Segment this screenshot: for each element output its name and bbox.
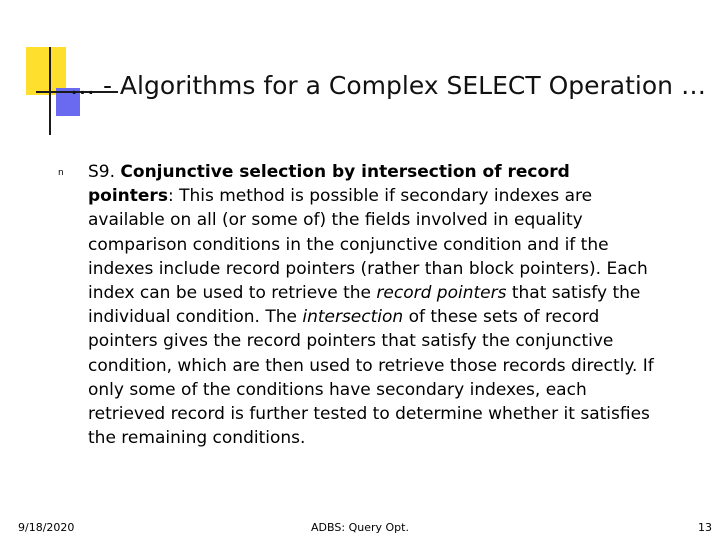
body-line: the remaining conditions. — [88, 428, 306, 449]
bullet-marker: n — [58, 168, 64, 178]
footer-course-label: ADBS: Query Opt. — [311, 521, 409, 534]
body-line: S9. Conjunctive selection by intersection of record — [88, 162, 570, 182]
footer-date: 9/18/2020 — [18, 521, 75, 534]
body-line: index can be used to retrieve the record pointers that satisfy the — [88, 283, 641, 304]
bullet-body — [88, 160, 688, 450]
body-line: retrieved record is further tested to determine whether it satisfies — [88, 404, 650, 425]
body-line: pointers gives the record pointers that satisfy the conjunctive — [88, 331, 614, 352]
body-line: available on all (or some of) the fields involved in equality — [88, 210, 583, 231]
body-line: only some of the conditions have secondary indexes, each — [88, 379, 587, 400]
body-line: condition, which are then used to retrieve those records directly. If — [88, 355, 654, 376]
body-line: pointers: This method is possible if secondary indexes are — [88, 186, 593, 207]
slide-title: … - Algorithms for a Complex SELECT Operation … — [70, 71, 706, 100]
footer-slide-number: 13 — [698, 521, 712, 534]
body-line: indexes include record pointers (rather than block pointers). Each — [88, 258, 648, 279]
body-line: individual condition. The intersection of these sets of record — [88, 307, 600, 328]
body-line: comparison conditions in the conjunctive condition and if the — [88, 234, 609, 255]
